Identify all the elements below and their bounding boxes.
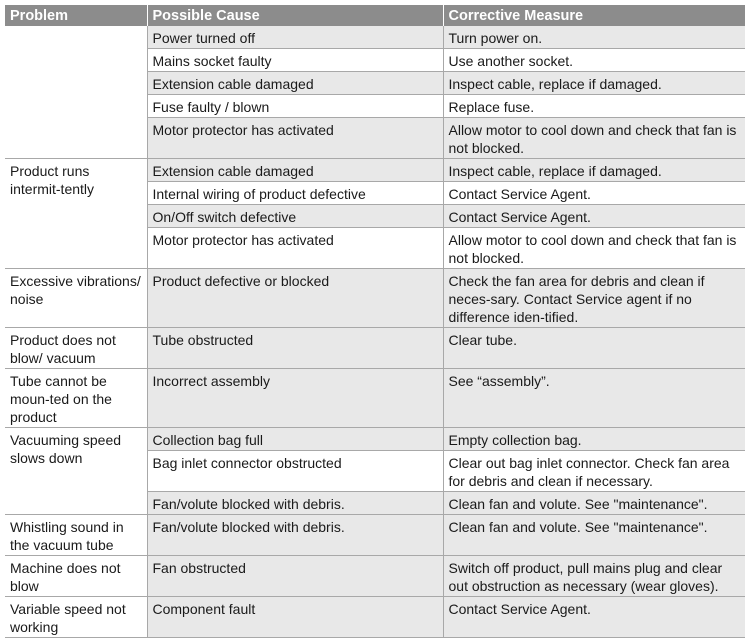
- problem-cell: Vacuuming speed slows down: [5, 428, 147, 515]
- problem-cell: Variable speed not working: [5, 597, 147, 638]
- possible-cause-cell: Power turned off: [147, 26, 443, 49]
- possible-cause-cell: Fuse faulty / blown: [147, 95, 443, 118]
- possible-cause-cell: Product defective or blocked: [147, 269, 443, 328]
- table-row: [5, 369, 745, 428]
- problem-cell: Product runs intermit-tently: [5, 159, 147, 269]
- corrective-measure-cell: Turn power on.: [443, 26, 745, 49]
- corrective-measure-cell: Clear tube.: [443, 328, 745, 369]
- table-row: [5, 328, 745, 369]
- table-header: [5, 5, 745, 26]
- possible-cause-cell: Fan obstructed: [147, 556, 443, 597]
- corrective-measure-cell: Allow motor to cool down and check that fan is not blocked.: [443, 228, 745, 269]
- possible-cause-cell: Collection bag full: [147, 428, 443, 451]
- possible-cause-cell: Extension cable damaged: [147, 72, 443, 95]
- problem-cell: Excessive vibrations/ noise: [5, 269, 147, 328]
- corrective-measure-cell: Switch off product, pull mains plug and clear out obstruction as necessary (wear gloves).: [443, 556, 745, 597]
- table-row: [5, 597, 745, 638]
- header-problem: Problem: [5, 5, 147, 26]
- possible-cause-cell: On/Off switch defective: [147, 205, 443, 228]
- corrective-measure-cell: See “assembly”.: [443, 369, 745, 428]
- table-row: [5, 428, 745, 451]
- table-row: [5, 556, 745, 597]
- table-row: [5, 26, 745, 49]
- possible-cause-cell: Extension cable damaged: [147, 159, 443, 182]
- problem-cell: Whistling sound in the vacuum tube: [5, 515, 147, 556]
- corrective-measure-cell: Clean fan and volute. See "maintenance".: [443, 492, 745, 515]
- table-row: [5, 269, 745, 328]
- table-row: [5, 515, 745, 556]
- troubleshooting-table: [5, 5, 745, 638]
- corrective-measure-cell: Empty collection bag.: [443, 428, 745, 451]
- problem-cell: Machine does not blow: [5, 556, 147, 597]
- corrective-measure-cell: Inspect cable, replace if damaged.: [443, 72, 745, 95]
- problem-cell: [5, 26, 147, 159]
- corrective-measure-cell: Clean fan and volute. See "maintenance".: [443, 515, 745, 556]
- corrective-measure-cell: Use another socket.: [443, 49, 745, 72]
- corrective-measure-cell: Inspect cable, replace if damaged.: [443, 159, 745, 182]
- possible-cause-cell: Internal wiring of product defective: [147, 182, 443, 205]
- corrective-measure-cell: Contact Service Agent.: [443, 182, 745, 205]
- possible-cause-cell: Incorrect assembly: [147, 369, 443, 428]
- possible-cause-cell: Motor protector has activated: [147, 228, 443, 269]
- corrective-measure-cell: Replace fuse.: [443, 95, 745, 118]
- corrective-measure-cell: Check the fan area for debris and clean if neces-sary. Contact Service agent if no difference iden-tified.: [443, 269, 745, 328]
- header-possible-cause: Possible Cause: [147, 5, 443, 26]
- problem-cell: Product does not blow/ vacuum: [5, 328, 147, 369]
- corrective-measure-cell: Contact Service Agent.: [443, 205, 745, 228]
- possible-cause-cell: Component fault: [147, 597, 443, 638]
- possible-cause-cell: Tube obstructed: [147, 328, 443, 369]
- table-body: [5, 26, 745, 638]
- possible-cause-cell: Bag inlet connector obstructed: [147, 451, 443, 492]
- possible-cause-cell: Fan/volute blocked with debris.: [147, 515, 443, 556]
- possible-cause-cell: Motor protector has activated: [147, 118, 443, 159]
- header-row: [5, 5, 745, 26]
- header-corrective-measure: Corrective Measure: [443, 5, 745, 26]
- corrective-measure-cell: Contact Service Agent.: [443, 597, 745, 638]
- table-row: [5, 159, 745, 182]
- corrective-measure-cell: Allow motor to cool down and check that fan is not blocked.: [443, 118, 745, 159]
- possible-cause-cell: Fan/volute blocked with debris.: [147, 492, 443, 515]
- corrective-measure-cell: Clear out bag inlet connector. Check fan area for debris and clean if necessary.: [443, 451, 745, 492]
- possible-cause-cell: Mains socket faulty: [147, 49, 443, 72]
- problem-cell: Tube cannot be moun-ted on the product: [5, 369, 147, 428]
